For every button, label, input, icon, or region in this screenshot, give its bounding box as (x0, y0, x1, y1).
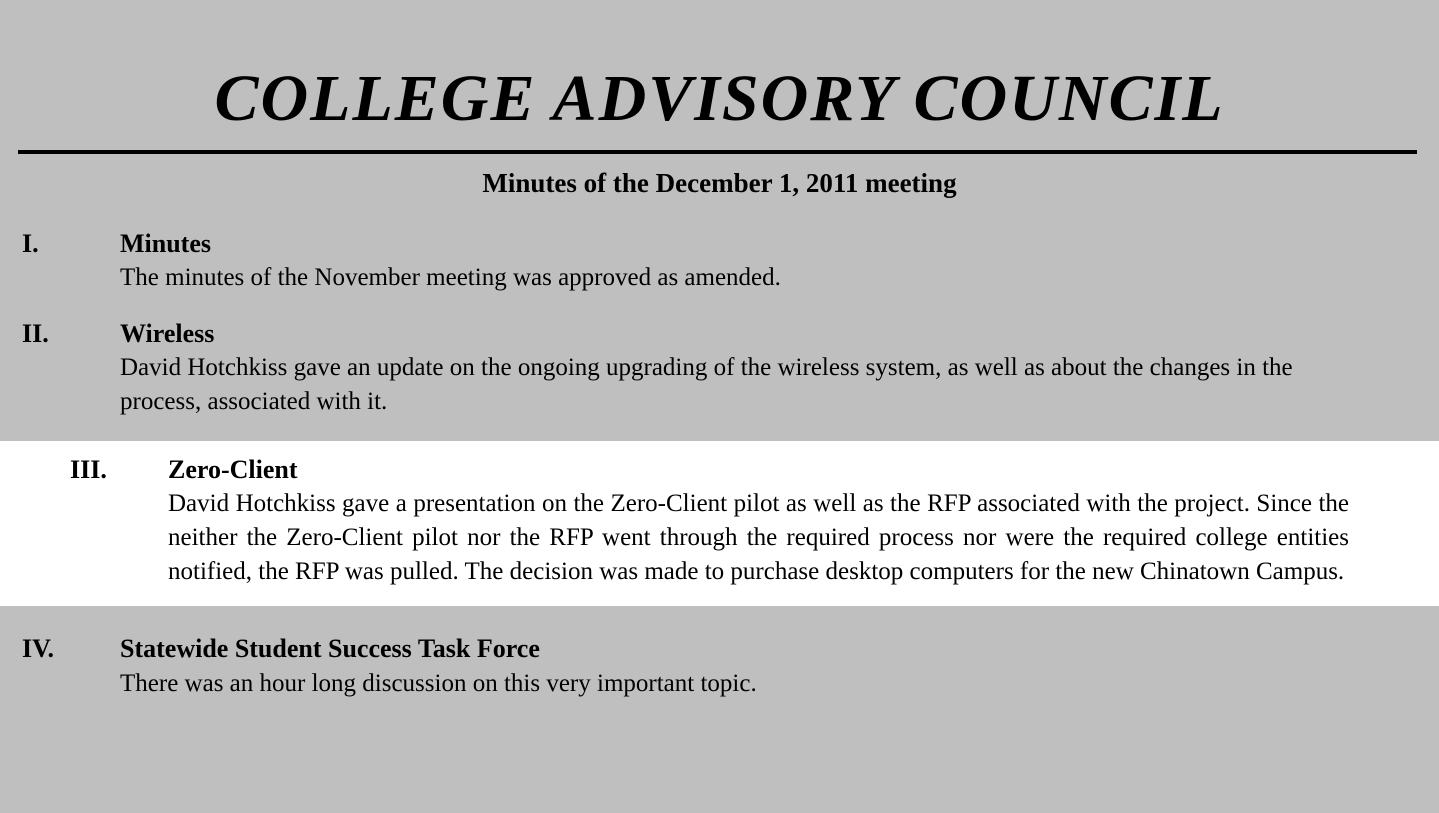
title-divider (18, 150, 1417, 154)
section-heading: Zero-Client (168, 454, 298, 484)
section-content (168, 453, 1349, 589)
section-minutes (0, 227, 1439, 295)
section-heading: Wireless (120, 319, 215, 349)
page-title: COLLEGE ADVISORY COUNCIL (214, 62, 1225, 135)
section-content (120, 317, 1369, 419)
section-body: There was an hour long discussion on this very important topic. (120, 669, 757, 697)
section-statewide-student-success-task-force (0, 632, 1439, 700)
section-body: David Hotchkiss gave an update on the ongoing upgrading of the wireless system, as well as about the changes in the process, associated with it. (120, 354, 1293, 416)
section-numeral: IV. (22, 634, 55, 664)
document-subtitle: Minutes of the December 1, 2011 meeting (482, 168, 957, 198)
section-heading: Minutes (120, 229, 211, 258)
section-wireless (0, 317, 1439, 419)
section-body: David Hotchkiss gave a presentation on the Zero-Client pilot as well as the RFP associated with the project. Since the neither the Zero-Client pilot nor the RFP went through the required process nor were the required college entities notified, the RFP was pulled. The decision was made to purchase desktop computers for the new Chinatown Campus. (168, 490, 1349, 585)
section-numeral: III. (70, 454, 107, 484)
section-zero-client (0, 441, 1439, 607)
section-heading: Statewide Student Success Task Force (120, 634, 540, 664)
section-numeral: I. (22, 229, 39, 258)
section-spacer (0, 606, 1439, 632)
sections-list (0, 227, 1439, 701)
section-content (120, 632, 1369, 700)
section-numeral: II. (22, 319, 49, 349)
section-body: The minutes of the November meeting was approved as amended. (120, 264, 781, 292)
section-content (120, 227, 1369, 295)
